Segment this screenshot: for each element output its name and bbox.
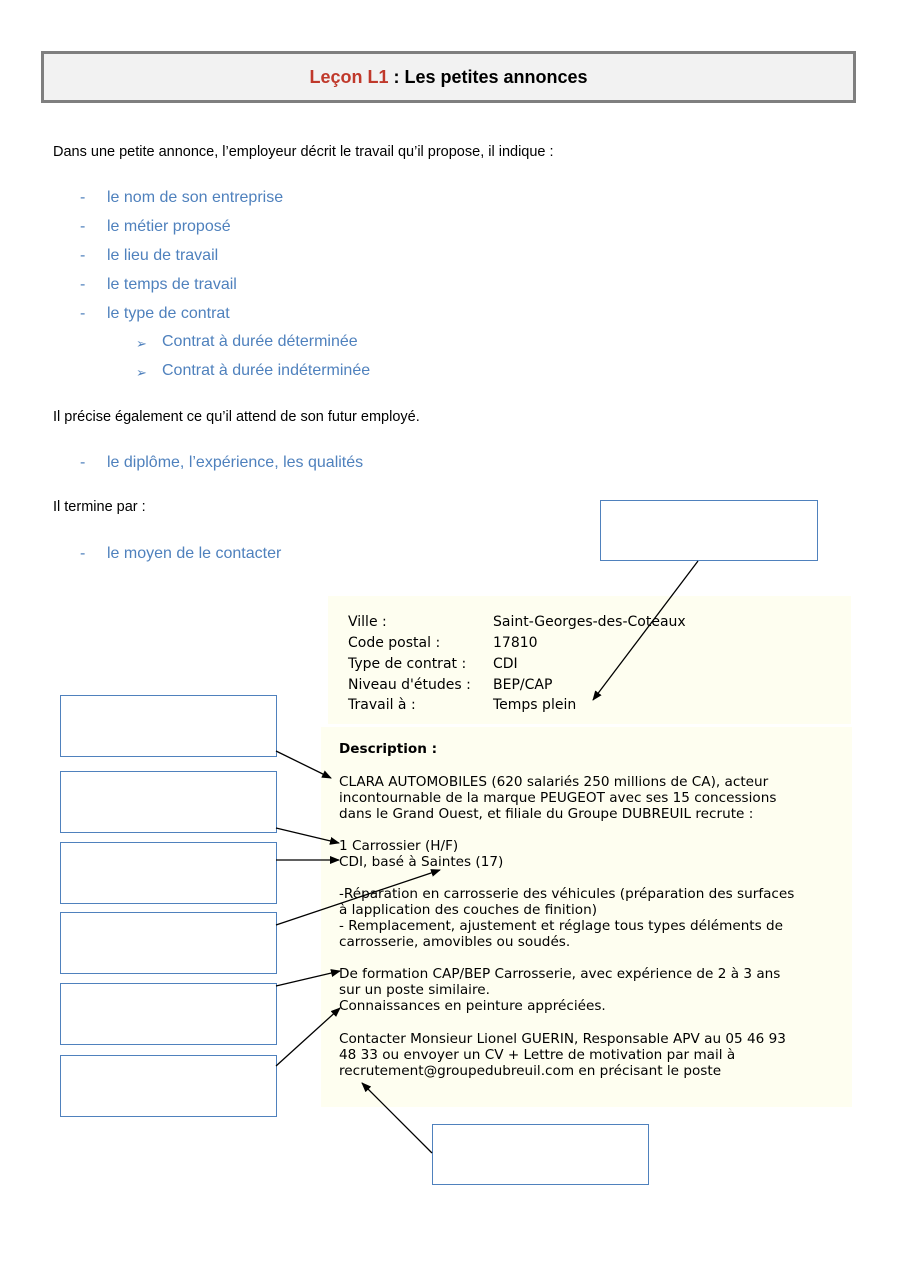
precise-paragraph: Il précise également ce qu’il attend de son futur employé. [53,409,420,425]
sub-list-item: Contrat à durée déterminée [162,333,358,350]
description-line: Connaissances en peinture appréciées. [339,998,606,1014]
ad-field-value: Temps plein [493,697,577,713]
lesson-subject: Les petites annonces [404,66,588,87]
intro-paragraph: Dans une petite annonce, l’employeur décrit le travail qu’il propose, il indique : [53,144,554,160]
ad-field-value: BEP/CAP [493,677,553,693]
ad-field-value: CDI [493,656,518,672]
arrow-line [362,1083,432,1153]
description-title: Description : [339,741,438,757]
list-dash: - [80,247,86,264]
description-line: à lapplication des couches de finition) [339,902,598,918]
list-dash: - [80,189,86,206]
arrow-bullet-icon: ➢ [136,365,147,380]
description-line: incontournable de la marque PEUGEOT avec ses 15 concessions [339,790,777,806]
ad-field-label: Code postal : [348,635,441,651]
list-item: le moyen de le contacter [107,545,282,562]
ad-field-label: Type de contrat : [348,656,467,672]
arrow-line [276,1008,340,1066]
description-line: De formation CAP/BEP Carrosserie, avec expérience de 2 à 3 ans [339,966,781,982]
arrow-line [276,870,440,925]
description-line: -Réparation en carrosserie des véhicules (préparation des surfaces [339,886,795,902]
list-item: le lieu de travail [107,247,219,264]
ad-field-value: Saint-Georges-des-Coteaux [493,614,686,630]
arrow-line [276,751,331,778]
description-line: - Remplacement, ajustement et réglage tous types déléments de [339,918,784,934]
ad-field-label: Travail à : [348,697,416,713]
title-separator: : [388,66,405,87]
arrow-bullet-icon: ➢ [136,336,147,351]
list-item: le métier proposé [107,218,231,235]
description-line: 48 33 ou envoyer un CV + Lettre de motivation par mail à [339,1047,736,1063]
description-line: dans le Grand Ouest, et filiale du Groupe DUBREUIL recrute : [339,806,754,822]
description-line: Contacter Monsieur Lionel GUERIN, Responsable APV au 05 46 93 [339,1031,786,1047]
list-dash: - [80,305,86,322]
ad-field-label: Ville : [348,614,387,630]
list-item: le nom de son entreprise [107,189,284,206]
ad-field-value: 17810 [493,635,538,651]
list-item: le diplôme, l’expérience, les qualités [107,454,364,471]
description-line: carrosserie, amovibles ou soudés. [339,934,571,950]
description-line: CLARA AUTOMOBILES (620 salariés 250 millions de CA), acteur [339,774,769,790]
arrow-line [276,828,339,843]
description-line: sur un poste similaire. [339,982,490,998]
sub-list-item: Contrat à durée indéterminée [162,362,371,379]
list-item: le type de contrat [107,305,230,322]
description-line: 1 Carrossier (H/F) [339,838,459,854]
list-dash: - [80,276,86,293]
termine-paragraph: Il termine par : [53,499,146,515]
description-line: recrutement@groupedubreuil.com en précisant le poste [339,1063,722,1079]
arrow-line [276,971,340,986]
lesson-number: Leçon L1 [309,66,389,87]
list-item: le temps de travail [107,276,237,293]
list-dash: - [80,218,86,235]
description-line: CDI, basé à Saintes (17) [339,854,504,870]
list-dash: - [80,454,86,471]
list-dash: - [80,545,86,562]
ad-field-label: Niveau d'études : [348,677,471,693]
arrow-line [593,561,698,700]
